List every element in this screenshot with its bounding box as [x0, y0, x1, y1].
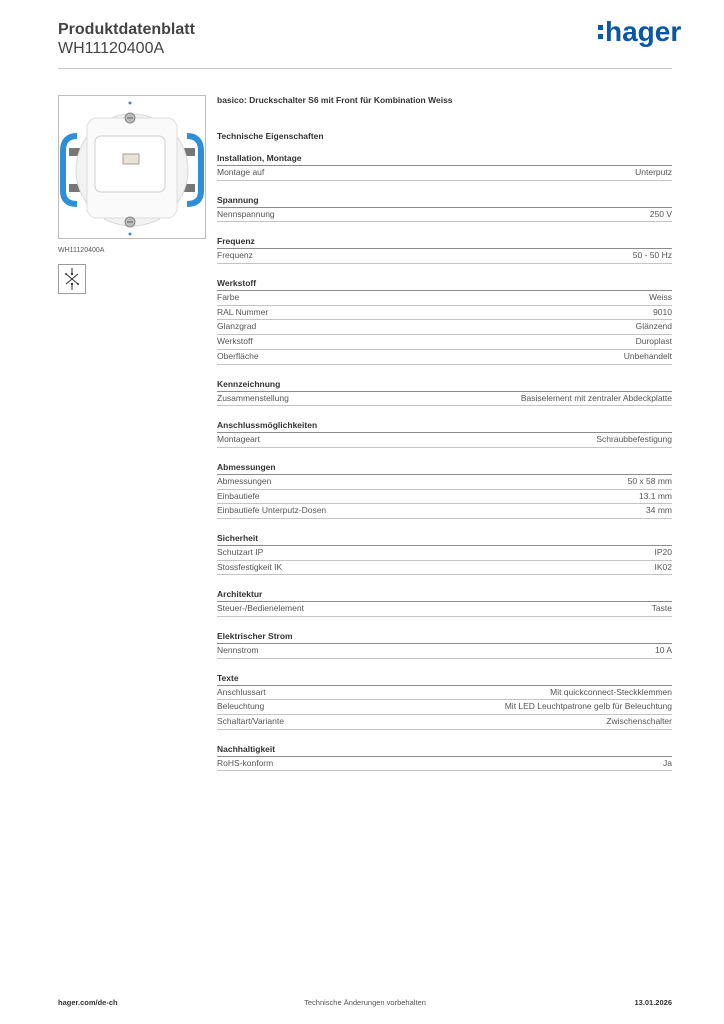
spec-value: 50 x 58 mm — [627, 475, 672, 486]
spec-row — [217, 433, 672, 448]
spec-value: Schraubbefestigung — [596, 434, 672, 445]
spec-row — [217, 757, 672, 772]
spec-section-title: Sicherheit — [217, 532, 672, 546]
spec-label: Oberfläche — [217, 350, 259, 361]
spec-row — [217, 208, 672, 223]
spec-value: Weiss — [649, 292, 672, 303]
spec-label: Nennstrom — [217, 645, 259, 655]
spec-value: IK02 — [654, 561, 672, 572]
spec-section-title: Frequenz — [217, 235, 672, 249]
spec-section — [217, 743, 672, 772]
spec-value: Taste — [651, 603, 672, 614]
spec-value: Glänzend — [635, 321, 672, 332]
spec-label: Glanzgrad — [217, 321, 257, 332]
spec-value: IP20 — [654, 546, 672, 557]
spec-section — [217, 419, 672, 448]
spec-row — [217, 249, 672, 264]
spec-label: Nennspannung — [217, 208, 275, 219]
hager-logo — [596, 16, 706, 48]
spec-row — [217, 475, 672, 490]
spec-label: Anschlussart — [217, 686, 266, 697]
spec-value: Ja — [663, 757, 672, 768]
spec-value: 50 - 50 Hz — [632, 250, 672, 261]
document-subtitle: WH11120400A — [58, 40, 165, 57]
spec-row — [217, 320, 672, 335]
spec-section — [217, 672, 672, 730]
spec-label: Montage auf — [217, 167, 265, 177]
spec-row — [217, 350, 672, 365]
spec-value: Duroplast — [635, 336, 672, 347]
spec-section-title: Texte — [217, 672, 672, 686]
switch-symbol-icon — [58, 264, 86, 294]
spec-value: 10 A — [654, 645, 672, 655]
spec-section-title: Anschlussmöglichkeiten — [217, 419, 672, 433]
spec-section — [217, 152, 672, 181]
spec-row — [217, 686, 672, 701]
spec-section-title: Elektrischer Strom — [217, 630, 672, 644]
spec-section-title: Werkstoff — [217, 277, 672, 291]
spec-label: RoHS-konform — [217, 757, 274, 768]
footer-url[interactable]: hager.com/de-ch — [58, 998, 118, 1007]
spec-value: Unbehandelt — [623, 350, 672, 361]
spec-row — [217, 335, 672, 350]
spec-label: Beleuchtung — [217, 701, 265, 712]
page-header — [58, 20, 672, 58]
spec-section — [217, 277, 672, 364]
spec-section — [217, 378, 672, 407]
specification-column — [217, 93, 672, 784]
product-visual-column — [58, 95, 206, 294]
spec-row — [217, 291, 672, 306]
spec-row — [217, 644, 672, 659]
spec-label: RAL Nummer — [217, 306, 269, 317]
spec-row — [217, 504, 672, 519]
spec-value: Mit LED Leuchtpatrone gelb für Beleuchtung — [504, 701, 672, 712]
spec-section-title: Spannung — [217, 194, 672, 208]
spec-row — [217, 546, 672, 561]
spec-section-title: Installation, Montage — [217, 152, 672, 166]
product-image — [58, 95, 206, 239]
spec-value: Zwischenschalter — [606, 716, 672, 727]
spec-label: Einbautiefe — [217, 490, 260, 501]
spec-label: Montageart — [217, 434, 260, 445]
spec-row — [217, 602, 672, 617]
spec-label: Werkstoff — [217, 336, 253, 347]
document-title: Produktdatenblatt — [58, 21, 195, 38]
spec-label: Schutzart IP — [217, 546, 264, 557]
spec-label: Frequenz — [217, 250, 253, 261]
spec-value: Mit quickconnect-Steckklemmen — [550, 686, 672, 697]
spec-label: Schaltart/Variante — [217, 716, 284, 727]
header-divider — [58, 68, 672, 69]
spec-value: 250 V — [649, 208, 672, 219]
spec-section — [217, 630, 672, 659]
technical-properties-heading: Technische Eigenschaften — [217, 131, 324, 141]
spec-label: Steuer-/Bedienelement — [217, 603, 304, 614]
spec-label: Stossfestigkeit IK — [217, 561, 283, 572]
spec-value: Basiselement mit zentraler Abdeckplatte — [520, 392, 672, 403]
spec-section-title: Nachhaltigkeit — [217, 743, 672, 757]
logo-text: hager — [605, 16, 682, 47]
spec-section — [217, 461, 672, 519]
product-description: basico: Druckschalter S6 mit Front für Kombination Weiss — [217, 95, 453, 105]
spec-value: Unterputz — [635, 167, 672, 177]
spec-row — [217, 490, 672, 505]
spec-value: 34 mm — [646, 505, 672, 516]
spec-label: Farbe — [217, 292, 240, 303]
spec-section — [217, 194, 672, 223]
spec-label: Einbautiefe Unterputz-Dosen — [217, 505, 327, 516]
spec-row — [217, 561, 672, 576]
spec-section — [217, 235, 672, 264]
spec-sections — [217, 152, 672, 771]
spec-row — [217, 392, 672, 407]
spec-row — [217, 166, 672, 181]
footer-date: 13.01.2026 — [634, 998, 672, 1007]
spec-section — [217, 532, 672, 575]
spec-section-title: Architektur — [217, 588, 672, 602]
spec-section-title: Abmessungen — [217, 461, 672, 475]
product-image-caption: WH11120400A — [58, 247, 105, 254]
spec-label: Abmessungen — [217, 475, 272, 486]
push-switch-illustration — [59, 96, 205, 238]
spec-label: Zusammenstellung — [217, 392, 289, 403]
spec-value: 13.1 mm — [638, 490, 672, 501]
footer-notice: Technische Änderungen vorbehalten — [304, 998, 426, 1007]
spec-section-title: Kennzeichnung — [217, 378, 672, 392]
spec-value: 9010 — [653, 306, 672, 317]
spec-row — [217, 700, 672, 715]
spec-row — [217, 306, 672, 321]
spec-row — [217, 715, 672, 730]
spec-section — [217, 588, 672, 617]
